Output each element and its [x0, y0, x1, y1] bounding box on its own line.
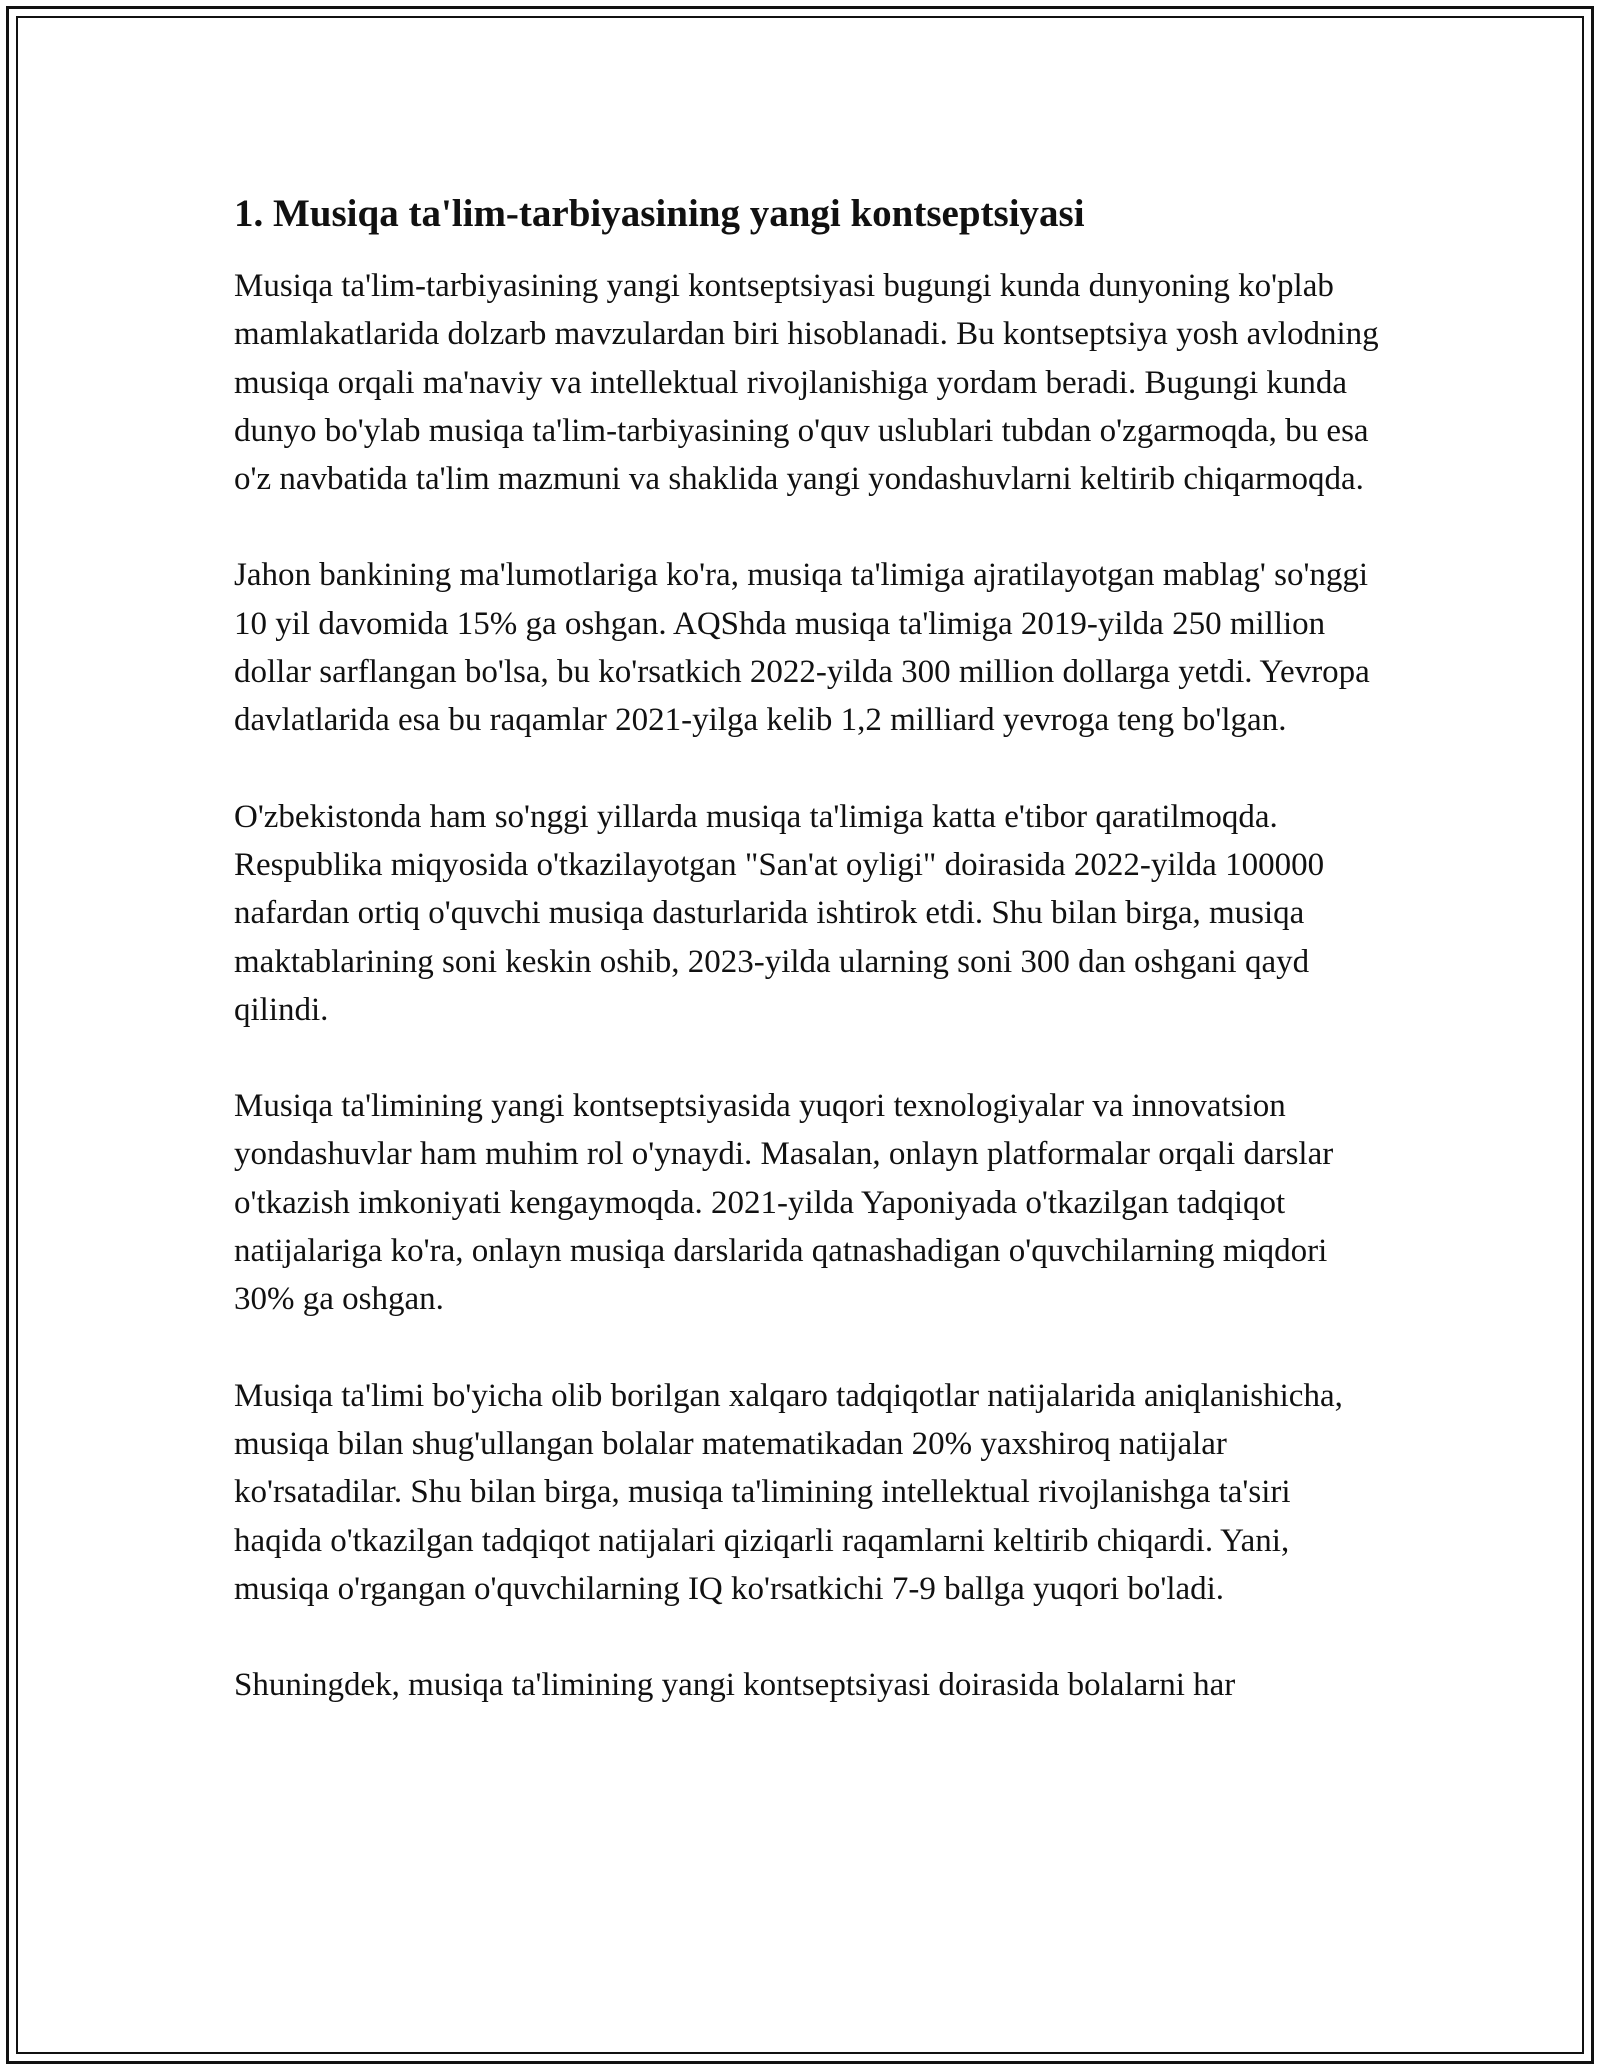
paragraph-2: Jahon bankining ma'lumotlariga ko'ra, musiqa ta'limiga ajratilayotgan mablag' so'nggi 10 yil davomida 15% ga oshgan. AQShda musiqa ta'limiga 2019-yilda 250 million dollar sarflangan bo'lsa, bu ko'rsatkich 2022-yilda 300 million dollarga yetdi. Yevropa davlatlarida esa bu raqamlar 2021-yilga kelib 1,2 milliard yevroga teng bo'lgan.	[234, 557, 1370, 739]
paragraph-3: O'zbekistonda ham so'nggi yillarda musiqa ta'limiga katta e'tibor qaratilmoqda. Respublika miqyosida o'tkazilayotgan "San'at oyligi" doirasida 2022-yilda 100000 nafardan ortiq o'quvchi musiqa dasturlarida ishtirok etdi. Shu bilan birga, musiqa maktablarining soni keskin oshib, 2023-yilda ularning soni 300 dan oshgani qayd qilindi.	[234, 798, 1325, 1028]
paragraph-5: Musiqa ta'limi bo'yicha olib borilgan xalqaro tadqiqotlar natijalarida aniqlanishicha, musiqa bilan shug'ullangan bolalar matematikadan 20% yaxshiroq natijalar ko'rsatadilar. Shu bilan birga, musiqa ta'limining intellektual rivojlanishga ta'siri haqida o'tkazilgan tadqiqot natijalari qiziqarli raqamlarni keltirib chiqardi. Yani, musiqa o'rgangan o'quvchilarning IQ ko'rsatkichi 7-9 ballga yuqori bo'ladi.	[234, 1377, 1343, 1607]
section-heading: 1. Musiqa ta'lim-tarbiyasining yangi kontseptsiyasi	[234, 192, 1085, 235]
paragraph-4: Musiqa ta'limining yangi kontseptsiyasida yuqori texnologiyalar va innovatsion yondashuvlar ham muhim rol o'ynaydi. Masalan, onlayn platformalar orqali darslar o'tkazish imkoniyati kengaymoqda. 2021-yilda Yaponiyada o'tkazilgan tadqiqot natijalariga ko'ra, onlayn musiqa darslarida qatnashadigan o'quvchilarning miqdori 30% ga oshgan.	[234, 1088, 1334, 1318]
document-body	[234, 190, 1380, 1757]
paragraph-1: Musiqa ta'lim-tarbiyasining yangi kontseptsiyasi bugungi kunda dunyoning ko'plab mamlakatlarida dolzarb mavzulardan biri hisoblanadi. Bu kontseptsiya yosh avlodning musiqa orqali ma'naviy va intellektual rivojlanishiga yordam beradi. Bugungi kunda dunyo bo'ylab musiqa ta'lim-tarbiyasining o'quv uslublari tubdan o'zgarmoqda, bu esa o'z navbatida ta'lim mazmuni va shaklida yangi yondashuvlarni keltirib chiqarmoqda.	[234, 268, 1379, 498]
paragraph-6: Shuningdek, musiqa ta'limining yangi kontseptsiyasi doirasida bolalarni har	[234, 1667, 1236, 1704]
